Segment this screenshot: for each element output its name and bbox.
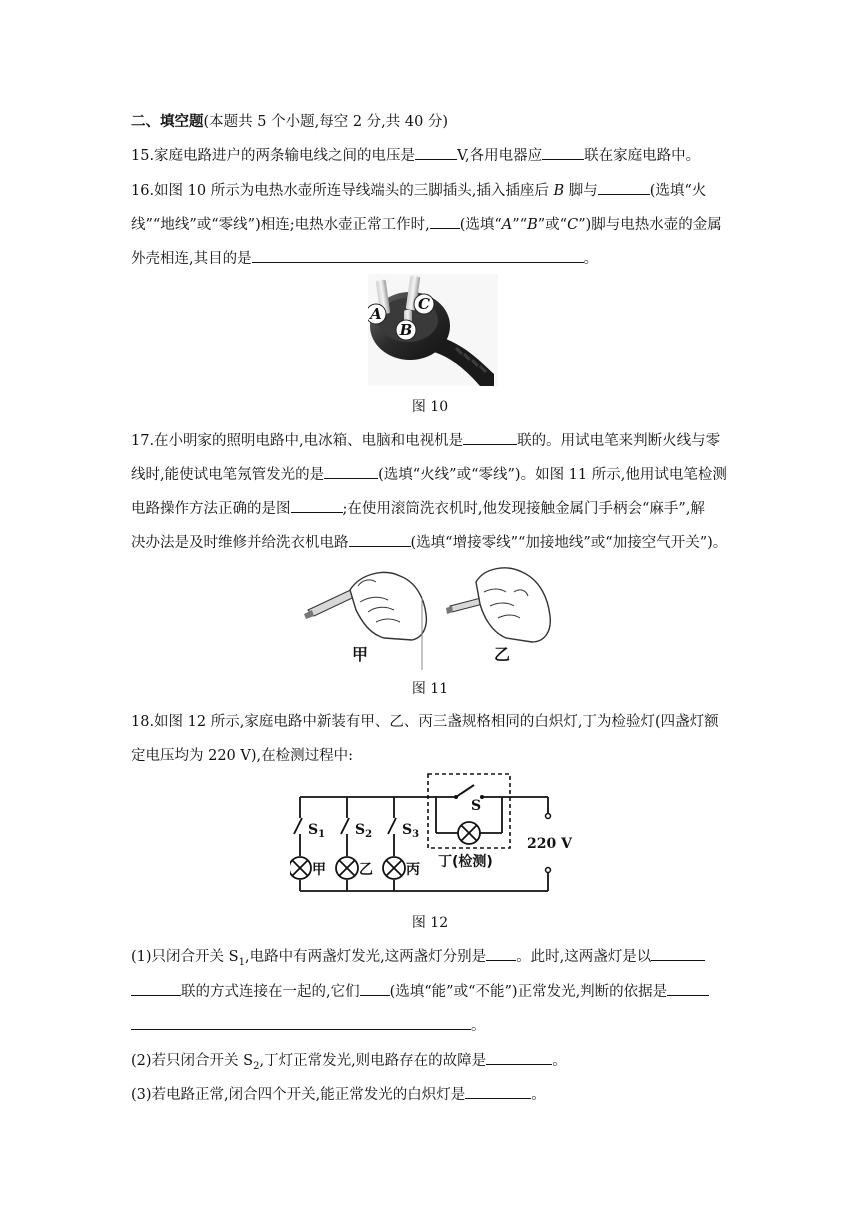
plug-illustration [368,274,498,386]
q18-1-text: ,电路中有两盏灯发光,这两盏灯分别是 [244,949,487,965]
q18-1-blank-2b[interactable] [131,981,181,996]
figure-10-caption: 图 10 [411,399,449,415]
lamp-jia-label: 甲 [312,862,326,878]
q18-3-blank[interactable] [465,1084,531,1099]
q18-3-text: (3)若电路正常,闭合四个开关,能正常发光的白炽灯是 [131,1087,466,1103]
q15-text-3: 联在家庭电路中。 [584,148,701,164]
q18-2-text: 。 [552,1053,567,1069]
q16-text: (选填“火 [649,183,707,199]
q16-text: 16.如图 10 所示为电热水壶所连导线端头的三脚插头,插入插座后 [131,183,554,199]
label-jia: 甲 [351,645,369,664]
switch-s1-label: $S_1$ [308,822,326,840]
q18-3-text: 。 [531,1087,546,1103]
q15-text-2: V,各用电器应 [457,148,543,164]
hand-right [446,568,550,642]
q18-1-blank-4b[interactable] [131,1015,471,1030]
switch-s2-label: $S_2$ [355,822,373,840]
figure-11-caption: 图 11 [411,681,449,697]
q16-blank-1[interactable] [598,180,650,195]
q17-blank-2[interactable] [324,464,378,479]
q18-2-text: ,丁灯正常发光,则电路存在的故障是 [259,1053,487,1069]
question-17-line-2 [131,464,727,485]
q17-text: (选填“增接零线”“加接地线”或“加接空气开关”)。 [410,535,728,551]
question-18-line-2: 定电压均为 220 V),在检测过程中: [131,748,354,764]
q16-blank-2[interactable] [430,214,460,229]
question-16-line-1 [131,180,706,201]
q17-text: 线时,能使试电笔氖管发光的是 [131,467,325,483]
q18-1-text: 。 [471,1018,486,1034]
q18-1-text: 。此时,这两盏灯是以 [516,949,652,965]
q17-blank-4[interactable] [349,532,411,547]
q16-text: 脚与 [564,183,598,199]
switch-s3-label: $S_3$ [402,822,420,840]
figure-12-circuit-diagram [290,770,576,902]
q16-pin-b: B [527,217,538,233]
question-18-3 [131,1084,546,1105]
section-header [131,112,448,132]
question-18-1-line-2 [131,981,709,1002]
q17-text: 电路操作方法正确的是图 [131,501,291,517]
pin-b-label: B [399,321,413,339]
question-17-line-1 [131,430,720,451]
q17-text: ;在使用滚筒洗衣机时,他发现接触金属门手柄会“麻手”,解 [342,501,705,517]
question-18-1-line-1 [131,946,705,973]
q16-text: 外壳相连,其目的是 [131,251,252,267]
figure-11-test-pen-image [300,562,556,670]
q16-text: ”或“ [537,217,568,233]
question-18-line-1: 18.如图 12 所示,家庭电路中新装有甲、乙、丙三盏规格相同的白炽灯,丁为检验灯(四盏灯额 [131,714,719,730]
pin-a-label: A [370,305,382,323]
q17-blank-1[interactable] [463,430,517,445]
q18-2-sub: 2 [253,1060,260,1072]
q18-1-text: (1)只闭合开关 S [131,949,239,965]
question-16-line-2 [131,214,722,235]
q16-text: ”“ [512,217,528,233]
q16-pin-c: C [567,217,579,233]
q17-blank-3[interactable] [291,498,343,513]
q17-text: 决办法是及时维修并给洗衣机电路 [131,535,349,551]
question-17-line-4 [131,532,727,553]
figure-10-plug-image [368,274,498,386]
voltage-label: 220 V [527,836,572,852]
q15-blank-2[interactable] [542,145,584,160]
section-title: 二、填空题 [131,113,204,130]
q18-1-blank-2a[interactable] [651,946,705,961]
q17-text: 17.在小明家的照明电路中,电冰箱、电脑和电视机是 [131,433,464,449]
pin-c-label: C [418,295,430,313]
circuit-svg [290,770,576,902]
q18-1-text: 联的方式连接在一起的,它们 [181,984,360,1000]
q17-text: 联的。用试电笔来判断火线与零 [517,433,721,449]
q15-blank-1[interactable] [415,145,457,160]
section-note: (本题共 5 个小题,每空 2 分,共 40 分) [203,114,449,130]
q18-1-sub: 1 [238,956,245,968]
q16-blank-3[interactable] [252,248,584,263]
q18-1-blank-4a[interactable] [667,981,709,996]
lamp-bing-label: 丙 [406,862,420,878]
q17-text: (选填“火线”或“零线”)。如图 11 所示,他用试电笔检测 [378,467,727,483]
test-pen-illustration [300,562,556,670]
q18-1-blank-3[interactable] [360,981,390,996]
q16-pin-b: B [553,183,565,199]
question-18-2 [131,1050,567,1077]
q18-2-text: (2)若只闭合开关 S [131,1053,254,1069]
switch-s-label: S [471,798,482,814]
lamp-yi-label: 乙 [359,862,373,878]
figure-12-caption: 图 12 [411,915,449,931]
q16-text: 。 [583,251,599,267]
q16-text: (选填“ [459,217,502,233]
label-yi: 乙 [493,645,511,664]
question-16-line-3 [131,248,598,269]
test-lamp-label: 丁(检测) [438,854,493,870]
question-17-line-3 [131,498,705,519]
q18-2-blank[interactable] [486,1050,552,1065]
q18-1-text: (选填“能”或“不能”)正常发光,判断的依据是 [389,984,668,1000]
question-15 [131,145,700,166]
q16-pin-a: A [501,217,513,233]
q16-text: 线”“地线”或“零线”)相连;电热水壶正常工作时, [131,217,430,233]
q18-1-blank-1[interactable] [486,946,516,961]
question-18-1-line-3 [131,1015,486,1036]
q15-text-1: 15.家庭电路进户的两条输电线之间的电压是 [131,148,416,164]
q16-text: ”)脚与电热水壶的金属 [578,217,722,233]
